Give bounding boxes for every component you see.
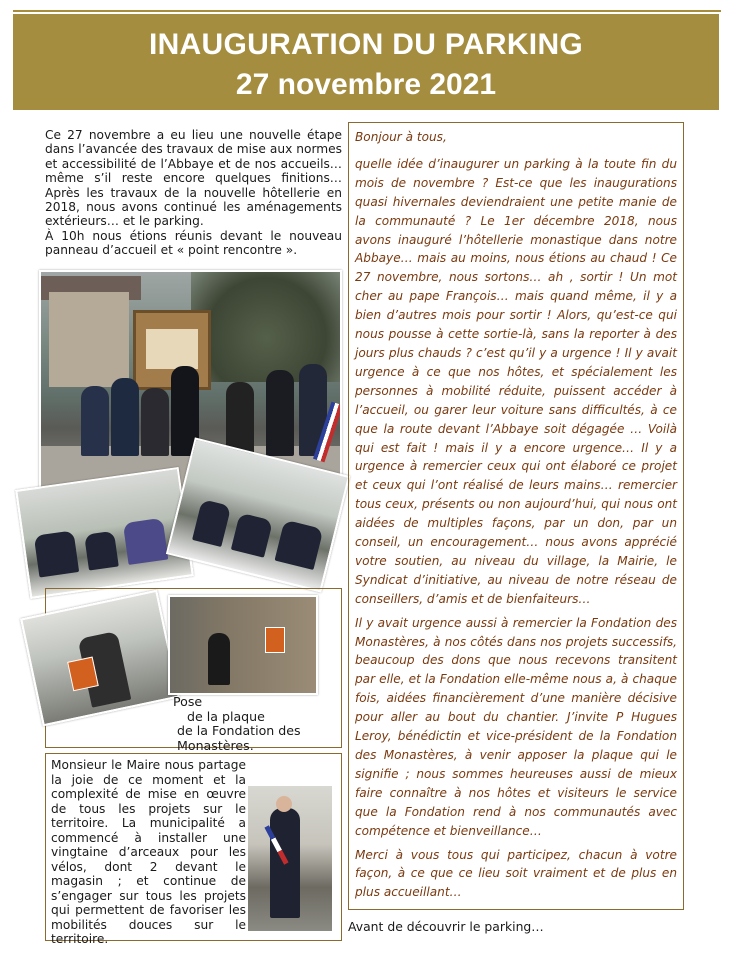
maire-text: Monsieur le Maire nous partage la joie de ce moment et la complexité de mise en œuvre de tous les projets sur le territoire. La municipalité a commencé à installer une vingtaine d’arceaux pour les vélos, dont 2 devant le magasin ; et continue de s’engager sur tous les projets qui permettent de favoriser les mobilités douces sur le territoire.: [51, 758, 246, 946]
letter-paragraph-2: Il y avait urgence aussi à remercier la Fondation des Monastères, à nos côtés dans nos projets successifs, beaucoup des dons que nous recevons transitent par elle, et la Fondation elle-même nous a, à chaque fois, aidées financièrement d’une manière décisive pour aller au bout du chantier. J’invite P Hugues Leroy, bénédictin et vice-président de la Fondation des Monastères, à venir apposer la plaque qui le signifie ; nous sommes heureuses aussi de mieux faire connaître à nos hôtes et visiteurs le service que la Fondation rend à nos communautés avec compétence et bienveillance…: [355, 615, 677, 838]
page-date: 27 novembre 2021: [235, 68, 497, 101]
intro-text: [45, 128, 342, 258]
page-title: INAUGURATION DU PARKING: [148, 28, 584, 61]
letter-paragraph-3: Merci à vous tous qui participez, chacun à votre façon, à ce que ce lieu soit vraiment et de plus en plus accueillant…: [355, 847, 677, 900]
letter-paragraph-1: quelle idée d’inaugurer un parking à la toute fin du mois de novembre ? Est-ce que les inaugurations quasi hivernales deviendraient une petite manie de la communauté ? Le 1er décembre 2018, nous avons inauguré l’hôtellerie monastique dans notre Abbaye… mais au moins, nous étions au chaud ! Ce 27 novembre, nous sortons… ah , sortir ! Un mot cher au pape François… mais quand même, il y a bien d’autres mois pour sortir ! Alors, qu’est-ce qui nous pousse à cette sortie-là, sans la reporter à des jours plus chauds ? c’est qu’il y a urgence ! Il y avait urgence à ce que nos hôtes, et spécialement les personnes à mobilité réduite, puissent accéder à l’accueil, ou garer leur voiture sans difficultés, à ce que la route devant l’Abbaye soit dégagée … Voilà qui est fait ! mais il y a encore urgence… Il y a urgence à remercier ceux qui ont élaboré ce projet et ceux qui l’ont réalisé de leurs mains… remercier tous ceux, présents ou non aujourd’hui, qui nous ont aidées de multiples façons, par un don, par un conseil, un encouragement… nous avons apprécié votre soutien, au niveau du village, la Mairie, le Syndicat d’initiative, au niveau de notre réseau de conseillers, d’amis et de bienfaiteurs…: [355, 156, 677, 606]
plaque-caption: Pose de la plaque de la Fondation des Monastères.: [173, 694, 301, 753]
top-rule: [13, 10, 721, 12]
letter-greeting: Bonjour à tous,: [355, 130, 447, 144]
closing-caption: Avant de découvrir le parking…: [348, 919, 544, 934]
title-banner: [13, 14, 719, 110]
welcome-letter: [348, 122, 684, 910]
maire-photo: [248, 786, 332, 931]
plaque-photo-2: [168, 595, 318, 695]
group-photo-left: [15, 467, 194, 599]
intro-paragraph-1: Ce 27 novembre a eu lieu une nouvelle étape dans l’avancée des travaux de mise aux normes et accessibilité de l’Abbaye et de nos accueils… même s’il reste encore quelques finitions… Après les travaux de la nouvelle hôtellerie en 2018, nous avons continué les aménagements extérieurs… et le parking.: [45, 128, 342, 229]
intro-paragraph-2: À 10h nous étions réunis devant le nouveau panneau d’accueil et « point rencontre ».: [45, 228, 342, 258]
